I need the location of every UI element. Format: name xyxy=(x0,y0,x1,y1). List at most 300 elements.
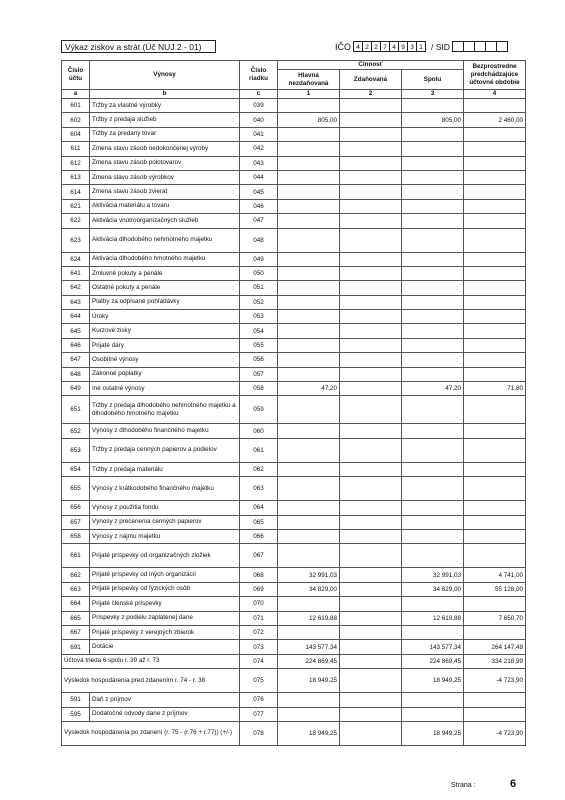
line-number: 060 xyxy=(240,424,278,438)
value-taxed xyxy=(340,654,402,668)
item-name: Aktivácia dlhodobého nehmotného majetku xyxy=(90,228,240,252)
account-number: 645 xyxy=(62,324,90,338)
item-name: Prijaté príspevky od organizačných zložiek xyxy=(90,544,240,568)
line-number: 077 xyxy=(240,707,278,721)
table-row xyxy=(62,477,526,501)
account-number: 611 xyxy=(62,142,90,156)
line-number: 068 xyxy=(240,568,278,582)
col-code: 1 xyxy=(278,90,340,99)
value-taxed xyxy=(340,424,402,438)
item-name: Tržby z predaja služieb xyxy=(90,113,240,127)
account-number: 624 xyxy=(62,252,90,266)
value-main: 18 949,25 xyxy=(278,669,340,693)
col-header-line: Číslo riadku xyxy=(240,61,278,90)
value-total xyxy=(402,142,464,156)
line-number: 054 xyxy=(240,324,278,338)
value-taxed xyxy=(340,462,402,476)
item-name: Dodatočné odvody dane z príjmov xyxy=(90,707,240,721)
value-previous xyxy=(464,424,526,438)
value-taxed xyxy=(340,582,402,596)
line-number: 066 xyxy=(240,529,278,543)
table-row xyxy=(62,693,526,707)
value-previous xyxy=(464,185,526,199)
item-name: Príspevky z podielu zaplatenej dane xyxy=(90,611,240,625)
value-previous xyxy=(464,281,526,295)
table-row xyxy=(62,113,526,127)
value-previous: 2 460,00 xyxy=(464,113,526,127)
sid-label: / SID xyxy=(431,41,450,52)
account-number: 649 xyxy=(62,382,90,396)
account-number: 621 xyxy=(62,199,90,213)
value-previous xyxy=(464,338,526,352)
line-number: 048 xyxy=(240,228,278,252)
value-total: 18 949,25 xyxy=(402,669,464,693)
table-row xyxy=(62,353,526,367)
value-taxed xyxy=(340,529,402,543)
table-row xyxy=(62,199,526,213)
value-main xyxy=(278,266,340,280)
value-taxed xyxy=(340,568,402,582)
value-total xyxy=(402,156,464,170)
item-name: Prijaté príspevky od iných organizácií xyxy=(90,568,240,582)
account-number: 643 xyxy=(62,295,90,309)
line-number: 072 xyxy=(240,625,278,639)
value-main xyxy=(278,185,340,199)
value-total: 32 991,03 xyxy=(402,568,464,582)
table-row xyxy=(62,597,526,611)
item-name: Dotácie xyxy=(90,640,240,654)
value-main xyxy=(278,228,340,252)
item-name: Aktivácia vnútroorganizačných služieb xyxy=(90,214,240,228)
ico-digit: 4 xyxy=(389,41,399,52)
line-number: 075 xyxy=(240,669,278,693)
page-label: Strana : xyxy=(451,782,476,789)
item-name: Daň z príjmov xyxy=(90,693,240,707)
account-number: 644 xyxy=(62,310,90,324)
item-name: Tržby za vlastné výrobky xyxy=(90,99,240,113)
value-taxed xyxy=(340,501,402,515)
value-taxed xyxy=(340,611,402,625)
ico-digit: 2 xyxy=(362,41,372,52)
value-main: 12 619,88 xyxy=(278,611,340,625)
line-number: 052 xyxy=(240,295,278,309)
summary-row xyxy=(62,721,526,745)
value-previous xyxy=(464,707,526,721)
line-number: 039 xyxy=(240,99,278,113)
item-name: Prijaté príspevky od fyzických osôb xyxy=(90,582,240,596)
value-previous xyxy=(464,544,526,568)
item-name: Tržby z predaja dlhodobého nehmotného majetku a dlhodobého hmotného majetku xyxy=(90,396,240,424)
value-total xyxy=(402,367,464,381)
account-number: 622 xyxy=(62,214,90,228)
value-total xyxy=(402,170,464,184)
value-previous: 7 650,70 xyxy=(464,611,526,625)
table-row xyxy=(62,170,526,184)
value-main xyxy=(278,214,340,228)
value-previous xyxy=(464,396,526,424)
table-body xyxy=(62,99,526,746)
line-number: 042 xyxy=(240,142,278,156)
value-main: 224 869,45 xyxy=(278,654,340,668)
value-previous xyxy=(464,501,526,515)
value-main xyxy=(278,281,340,295)
line-number: 055 xyxy=(240,338,278,352)
item-name: Výnosy z použitia fondu xyxy=(90,501,240,515)
line-number: 046 xyxy=(240,199,278,213)
line-number: 065 xyxy=(240,515,278,529)
line-number: 063 xyxy=(240,477,278,501)
value-taxed xyxy=(340,625,402,639)
table-row xyxy=(62,281,526,295)
line-number: 041 xyxy=(240,127,278,141)
col-header-total: Spolu xyxy=(402,70,464,90)
table-row xyxy=(62,529,526,543)
table-row xyxy=(62,142,526,156)
item-name: Aktivácia dlhodobého hmotného majetku xyxy=(90,252,240,266)
value-total xyxy=(402,477,464,501)
line-number: 040 xyxy=(240,113,278,127)
value-previous: -4 723,90 xyxy=(464,669,526,693)
value-total: 47,20 xyxy=(402,382,464,396)
item-name: Tržby z predaja cenných papierov a podielov xyxy=(90,438,240,462)
value-taxed xyxy=(340,669,402,693)
table-row xyxy=(62,367,526,381)
line-number: 071 xyxy=(240,611,278,625)
value-previous xyxy=(464,170,526,184)
value-previous xyxy=(464,156,526,170)
value-taxed xyxy=(340,214,402,228)
item-name: Zmena stavu zásob zvierat xyxy=(90,185,240,199)
value-main xyxy=(278,529,340,543)
value-main xyxy=(278,310,340,324)
col-header-name: Výnosy xyxy=(90,61,240,90)
value-main xyxy=(278,142,340,156)
account-number: 655 xyxy=(62,477,90,501)
value-total xyxy=(402,338,464,352)
value-taxed xyxy=(340,515,402,529)
line-number: 043 xyxy=(240,156,278,170)
table-row xyxy=(62,515,526,529)
value-taxed xyxy=(340,707,402,721)
value-total xyxy=(402,515,464,529)
value-main xyxy=(278,252,340,266)
item-name: Prijaté príspevky z verejných zbierok xyxy=(90,625,240,639)
value-main xyxy=(278,353,340,367)
value-previous: 334 218,99 xyxy=(464,654,526,668)
value-total xyxy=(402,266,464,280)
line-number: 058 xyxy=(240,382,278,396)
line-number: 070 xyxy=(240,597,278,611)
item-name: Výnosy z dlhodobého finančného majetku xyxy=(90,424,240,438)
value-taxed xyxy=(340,396,402,424)
value-taxed xyxy=(340,127,402,141)
value-previous xyxy=(464,597,526,611)
table-row xyxy=(62,310,526,324)
table-row xyxy=(62,424,526,438)
account-number: 664 xyxy=(62,597,90,611)
account-number: 667 xyxy=(62,625,90,639)
table-row xyxy=(62,707,526,721)
value-previous xyxy=(464,477,526,501)
value-total xyxy=(402,99,464,113)
line-number: 076 xyxy=(240,693,278,707)
value-taxed xyxy=(340,99,402,113)
value-taxed xyxy=(340,721,402,745)
account-number: 648 xyxy=(62,367,90,381)
table-row xyxy=(62,185,526,199)
col-code: b xyxy=(90,90,240,99)
value-previous xyxy=(464,127,526,141)
value-total xyxy=(402,462,464,476)
table-row xyxy=(62,99,526,113)
value-total xyxy=(402,127,464,141)
col-header-account: Číslo účtu xyxy=(62,61,90,90)
value-taxed xyxy=(340,597,402,611)
col-header-main: Hlavná nezdaňovaná xyxy=(278,70,340,90)
ico-digit: 9 xyxy=(398,41,408,52)
value-taxed xyxy=(340,544,402,568)
value-taxed xyxy=(340,113,402,127)
account-number: 658 xyxy=(62,529,90,543)
value-total xyxy=(402,438,464,462)
value-main xyxy=(278,127,340,141)
value-total xyxy=(402,310,464,324)
value-main: 143 577,34 xyxy=(278,640,340,654)
value-total xyxy=(402,295,464,309)
table-row xyxy=(62,324,526,338)
value-previous: -4 723,90 xyxy=(464,721,526,745)
line-number: 057 xyxy=(240,367,278,381)
value-main xyxy=(278,501,340,515)
account-number: 601 xyxy=(62,99,90,113)
item-name: Iné ostatné výnosy xyxy=(90,382,240,396)
account-number: 613 xyxy=(62,170,90,184)
item-name: Výnosy z nájmu majetku xyxy=(90,529,240,543)
value-total xyxy=(402,228,464,252)
value-main xyxy=(278,438,340,462)
value-main: 18 949,25 xyxy=(278,721,340,745)
line-number: 074 xyxy=(240,654,278,668)
table-row xyxy=(62,338,526,352)
value-main xyxy=(278,367,340,381)
value-total xyxy=(402,252,464,266)
summary-label: Výsledok hospodárenia pred zdanením r. 74 - r. 38 xyxy=(62,669,240,693)
value-main xyxy=(278,99,340,113)
value-main xyxy=(278,544,340,568)
value-main xyxy=(278,396,340,424)
line-number: 078 xyxy=(240,721,278,745)
value-total xyxy=(402,281,464,295)
account-number: 656 xyxy=(62,501,90,515)
value-total xyxy=(402,693,464,707)
value-main: 34 829,00 xyxy=(278,582,340,596)
value-taxed xyxy=(340,185,402,199)
value-taxed xyxy=(340,252,402,266)
table-row xyxy=(62,396,526,424)
line-number: 073 xyxy=(240,640,278,654)
line-number: 053 xyxy=(240,310,278,324)
item-name: Zmluvné pokuty a penále xyxy=(90,266,240,280)
value-previous xyxy=(464,214,526,228)
table-row xyxy=(62,544,526,568)
summary-row xyxy=(62,654,526,668)
line-number: 045 xyxy=(240,185,278,199)
value-previous: 4 741,00 xyxy=(464,568,526,582)
table-row xyxy=(62,625,526,639)
ico-digit: 4 xyxy=(353,41,363,52)
item-name: Kurzové zisky xyxy=(90,324,240,338)
col-code: 4 xyxy=(464,90,526,99)
value-total xyxy=(402,214,464,228)
table-row xyxy=(62,501,526,515)
ico-digit: 3 xyxy=(407,41,417,52)
table-row xyxy=(62,640,526,654)
value-previous xyxy=(464,529,526,543)
item-name: Výnosy z krátkodobého finančného majetku xyxy=(90,477,240,501)
line-number: 050 xyxy=(240,266,278,280)
table-row xyxy=(62,462,526,476)
line-number: 044 xyxy=(240,170,278,184)
value-main xyxy=(278,338,340,352)
report-title: Výkaz ziskov a strát (Úč NUJ 2 - 01) xyxy=(61,40,216,53)
value-main: 805,00 xyxy=(278,113,340,127)
table-row xyxy=(62,228,526,252)
col-code: a xyxy=(62,90,90,99)
item-name: Ostatné pokuty a penále xyxy=(90,281,240,295)
value-main: 47,20 xyxy=(278,382,340,396)
item-name: Tržby za predaný tovar xyxy=(90,127,240,141)
account-number: 647 xyxy=(62,353,90,367)
value-previous xyxy=(464,310,526,324)
ico-field xyxy=(335,40,508,53)
col-header-activity: Činnosť xyxy=(278,61,464,70)
item-name: Zákonné poplatky xyxy=(90,367,240,381)
account-number: 641 xyxy=(62,266,90,280)
account-number: 665 xyxy=(62,611,90,625)
account-number: 652 xyxy=(62,424,90,438)
value-main xyxy=(278,156,340,170)
value-main xyxy=(278,462,340,476)
value-main xyxy=(278,693,340,707)
account-number: 623 xyxy=(62,228,90,252)
value-previous xyxy=(464,252,526,266)
value-taxed xyxy=(340,170,402,184)
item-name: Zmena stavu zásob nedokončenej výroby xyxy=(90,142,240,156)
summary-label: Účtová trieda 6 spolu r. 39 až r. 73 xyxy=(62,654,240,668)
line-number: 049 xyxy=(240,252,278,266)
account-number: 663 xyxy=(62,582,90,596)
item-name: Výnosy z precenenia cenných papierov xyxy=(90,515,240,529)
value-main: 32 991,03 xyxy=(278,568,340,582)
account-number: 604 xyxy=(62,127,90,141)
col-code: c xyxy=(240,90,278,99)
summary-label: Výsledok hospodárenia po zdanení (r. 75 - (r.76 + r.77)) (+/-) xyxy=(62,721,240,745)
value-taxed xyxy=(340,324,402,338)
line-number: 064 xyxy=(240,501,278,515)
value-taxed xyxy=(340,310,402,324)
value-total: 34 829,00 xyxy=(402,582,464,596)
summary-row xyxy=(62,669,526,693)
account-number: 662 xyxy=(62,568,90,582)
item-name: Úroky xyxy=(90,310,240,324)
item-name: Zmena stavu zásob výrobkov xyxy=(90,170,240,184)
item-name: Aktivácia materiálu a tovaru xyxy=(90,199,240,213)
value-taxed xyxy=(340,266,402,280)
value-taxed xyxy=(340,281,402,295)
value-previous xyxy=(464,462,526,476)
account-number: 691 xyxy=(62,640,90,654)
value-total: 805,00 xyxy=(402,113,464,127)
table-row xyxy=(62,582,526,596)
account-number: 654 xyxy=(62,462,90,476)
table-row xyxy=(62,438,526,462)
value-taxed xyxy=(340,367,402,381)
value-total: 224 869,45 xyxy=(402,654,464,668)
line-number: 056 xyxy=(240,353,278,367)
account-number: 646 xyxy=(62,338,90,352)
col-code: 3 xyxy=(402,90,464,99)
col-code: 2 xyxy=(340,90,402,99)
value-total xyxy=(402,544,464,568)
table-row xyxy=(62,295,526,309)
table-row xyxy=(62,611,526,625)
value-main xyxy=(278,170,340,184)
line-number: 067 xyxy=(240,544,278,568)
value-total xyxy=(402,501,464,515)
value-previous xyxy=(464,438,526,462)
col-header-previous: Bezprostredne predchádzajúce účtovné obdobie xyxy=(464,61,526,90)
table-row xyxy=(62,382,526,396)
ico-label: IČO xyxy=(335,41,352,52)
value-taxed xyxy=(340,338,402,352)
table-row xyxy=(62,214,526,228)
value-total xyxy=(402,396,464,424)
value-taxed xyxy=(340,228,402,252)
value-total xyxy=(402,529,464,543)
table-row xyxy=(62,568,526,582)
ico-digit: 7 xyxy=(380,41,390,52)
line-number: 061 xyxy=(240,438,278,462)
value-previous xyxy=(464,367,526,381)
value-taxed xyxy=(340,640,402,654)
value-previous xyxy=(464,353,526,367)
value-total: 12 619,88 xyxy=(402,611,464,625)
value-previous: 71,80 xyxy=(464,382,526,396)
item-name: Tržby z predaja materiálu xyxy=(90,462,240,476)
value-taxed xyxy=(340,199,402,213)
account-number: 595 xyxy=(62,707,90,721)
account-number: 612 xyxy=(62,156,90,170)
value-total xyxy=(402,625,464,639)
table-row xyxy=(62,156,526,170)
table-row xyxy=(62,127,526,141)
value-main xyxy=(278,424,340,438)
value-previous xyxy=(464,228,526,252)
value-previous xyxy=(464,324,526,338)
value-previous xyxy=(464,693,526,707)
item-name: Prijaté dary xyxy=(90,338,240,352)
page-number: 6 xyxy=(510,778,517,790)
item-name: Prijaté členské príspevky xyxy=(90,597,240,611)
value-main xyxy=(278,477,340,501)
value-main xyxy=(278,707,340,721)
item-name: Zmena stavu zásob polotovarov xyxy=(90,156,240,170)
value-total xyxy=(402,324,464,338)
value-previous xyxy=(464,142,526,156)
value-total xyxy=(402,597,464,611)
value-main xyxy=(278,597,340,611)
value-previous xyxy=(464,99,526,113)
